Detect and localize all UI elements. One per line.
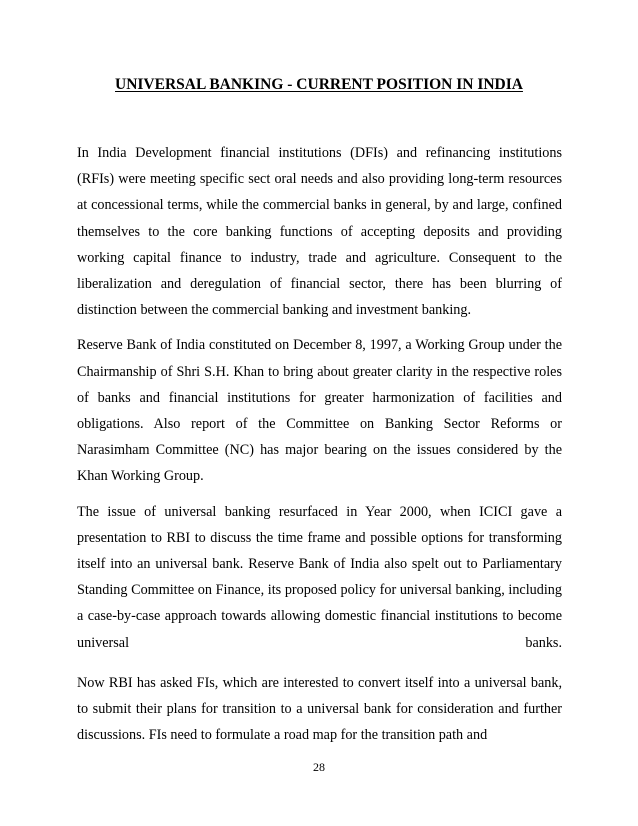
paragraph-dfi-rfi: In India Development financial institutions (DFIs) and refinancing institutions (RFIs) were meeting specific sect oral needs and also providing long-term resources at concessional terms, while the commercial banks in general, by and large, confined themselves to the core banking functions of accepting deposits and providing working capital finance to industry, trade and agriculture. Consequent to the liberalization and deregulation of financial sector, there has been blurring of distinction between the commercial banking and investment banking. xyxy=(77,145,562,319)
page-title: UNIVERSAL BANKING - CURRENT POSITION IN INDIA xyxy=(115,76,523,93)
paragraph-rbi-fis-transition: Now RBI has asked FIs, which are interested to convert itself into a universal bank, to submit their plans for transition to a universal bank for consideration and further discussions. FIs need to formulate a road map for the transition path and xyxy=(77,674,562,744)
paragraph-spacer xyxy=(77,656,562,670)
page-number: 28 xyxy=(313,760,325,774)
paragraph-icici-universal-bank: The issue of universal banking resurfaced in Year 2000, when ICICI gave a presentation to RBI to discuss the time frame and possible options for transforming itself into an universal bank. Reserve Bank of India also spelt out to Parliamentary Standing Committee on Finance, its proposed policy for universal banking, including a case-by-case approach towards allowing domestic financial institutions to become universal banks. xyxy=(77,503,562,651)
paragraph-khan-working-group: Reserve Bank of India constituted on December 8, 1997, a Working Group under the Chairmanship of Shri S.H. Khan to bring about greater clarity in the respective roles of banks and financial institutions for greater harmonization of facilities and obligations. Also report of the Committee on Banking Sector Reforms or Narasimham Committee (NC) has major bearing on the issues considered by the Khan Working Group. xyxy=(77,337,562,485)
body-text xyxy=(77,140,562,748)
